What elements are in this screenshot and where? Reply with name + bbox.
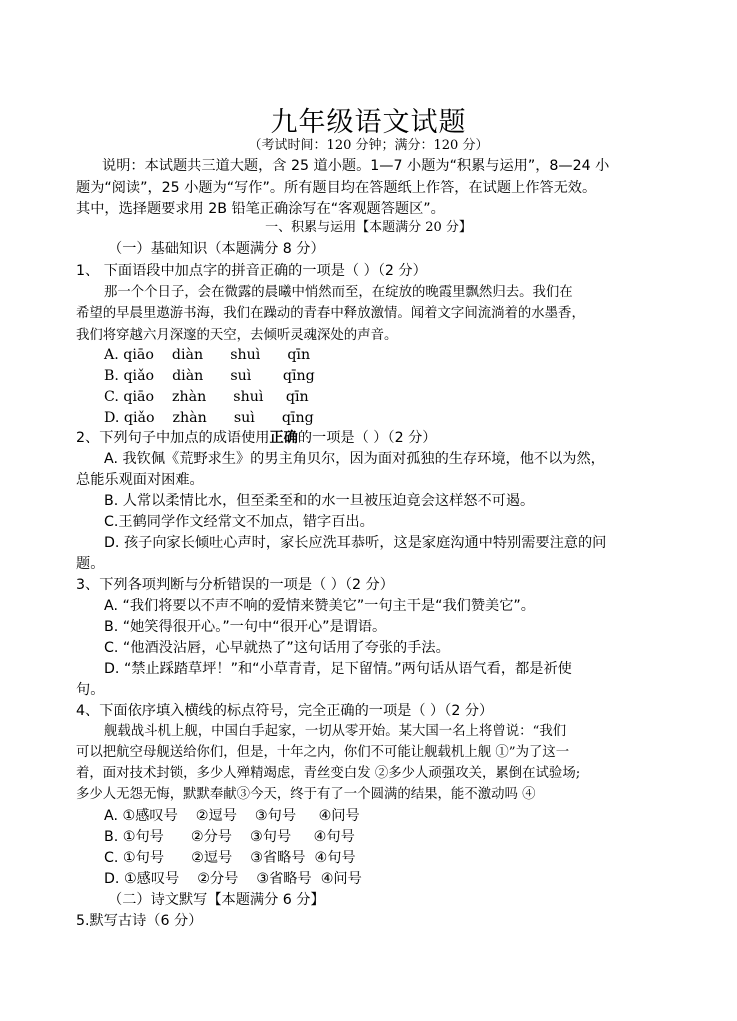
option-b: B. “她笑得很开心。”一句中“很开心”是谓语。: [104, 619, 387, 635]
passage-line: 我们将穿越六月深邃的天空，去倾听灵魂深处的声音。: [76, 328, 398, 343]
option-a: A. 我钦佩《荒野求生》的男主角贝尔，因为面对孤独的生存环境，他不以为然，: [104, 451, 605, 467]
instruction-line: 说明：本试题共三道大题，含 25 道小题。1—7 小题为“积累与运用”，8—24 小: [102, 158, 610, 174]
passage-line: 着，面对技术封锁，多少人殚精竭虑，青丝变白发 ②多少人顽强攻关，累倒在试验场;: [76, 766, 581, 781]
question-stem: 5.默写古诗（6 分）: [76, 913, 203, 929]
option-b: B. qiǎo diàn suì qīng: [104, 368, 315, 384]
option-c: C. “他酒没沾唇，心早就热了”这句话用了夸张的手法。: [104, 640, 450, 656]
section-heading: 一、积累与运用【本题满分 20 分】: [265, 220, 472, 235]
option-a-cont: 总能乐观面对困难。: [76, 472, 204, 488]
passage-line: 那一个个日子，会在微露的晨曦中悄然而至，在绽放的晚霞里飘然归去。我们在: [104, 285, 573, 300]
page-title: 九年级语文试题: [270, 107, 467, 138]
instruction-line: 其中，选择题要求用 2B 铅笔正确涂写在“客观题答题区”。: [76, 201, 445, 217]
passage-line: 希望的早晨里遨游书海，我们在躁动的青春中释放激情。闻着文字间流淌着的水墨香，: [76, 306, 585, 321]
option-c: C. ①句号 ②逗号 ③省略号 ④句号: [104, 850, 356, 866]
option-d: D. “禁止踩踏草坪！”和“小草青青，足下留情。”两句话从语气看，都是祈使: [104, 661, 572, 677]
question-stem: 3、下列各项判断与分析错误的一项是（ ）（2 分）: [76, 577, 394, 593]
part-heading: （二）诗文默写【本题满分 6 分】: [108, 892, 325, 908]
option-c: C. qiāo zhàn shuì qīn: [104, 389, 309, 405]
passage-line: 舰载战斗机上舰，中国白手起家，一切从零开始。某大国一名上将曾说：“我们: [104, 724, 567, 739]
passage-line: 可以把航空母舰送给你们，但是，十年之内，你们不可能让舰载机上舰 ①”为了这一: [76, 745, 570, 760]
option-a: A. ①感叹号 ②逗号 ③句号 ④问号: [104, 808, 360, 824]
option-d-cont: 题。: [76, 556, 105, 572]
option-d: D. qiǎo zhàn suì qīng: [104, 410, 314, 426]
question-stem: 2、下列句子中加点的成语使用正确的一项是（ ）（2 分）: [76, 430, 437, 446]
option-b: B. 人常以柔情比水，但至柔至和的水一旦被压迫竟会这样怒不可遏。: [104, 493, 535, 509]
question-stem: 4、下面依序填入横线的标点符号，完全正确的一项是（ ）（2 分）: [76, 703, 494, 719]
option-d-cont: 句。: [76, 682, 105, 698]
instruction-line: 题为“阅读”，25 小题为“写作”。所有题目均在答题纸上作答，在试题上作答无效。: [76, 180, 597, 196]
option-d: D. 孩子向家长倾吐心声时，家长应洗耳恭听，这是家庭沟通中特别需要注意的问: [104, 535, 607, 551]
exam-subtitle: （考试时间：120 分钟；满分：120 分）: [248, 138, 489, 153]
passage-line: 多少人无怨无悔，默默奉献③今天，终于有了一个圆满的结果，能不激动吗 ④: [76, 787, 536, 802]
question-stem: 1、 下面语段中加点字的拼音正确的一项是（ ）（2 分）: [76, 263, 427, 279]
option-a: A. qiāo diàn shuì qīn: [104, 347, 311, 363]
option-a: A. “我们将要以不声不响的爱情来赞美它”一句主干是“我们赞美它”。: [104, 598, 535, 614]
option-c: C.王鹤同学作文经常文不加点，错字百出。: [104, 514, 374, 530]
option-b: B. ①句号 ②分号 ③句号 ④句号: [104, 829, 355, 845]
option-d: D. ①感叹号 ②分号 ③省略号 ④问号: [104, 871, 362, 887]
part-heading: （一）基础知识（本题满分 8 分）: [108, 241, 325, 257]
